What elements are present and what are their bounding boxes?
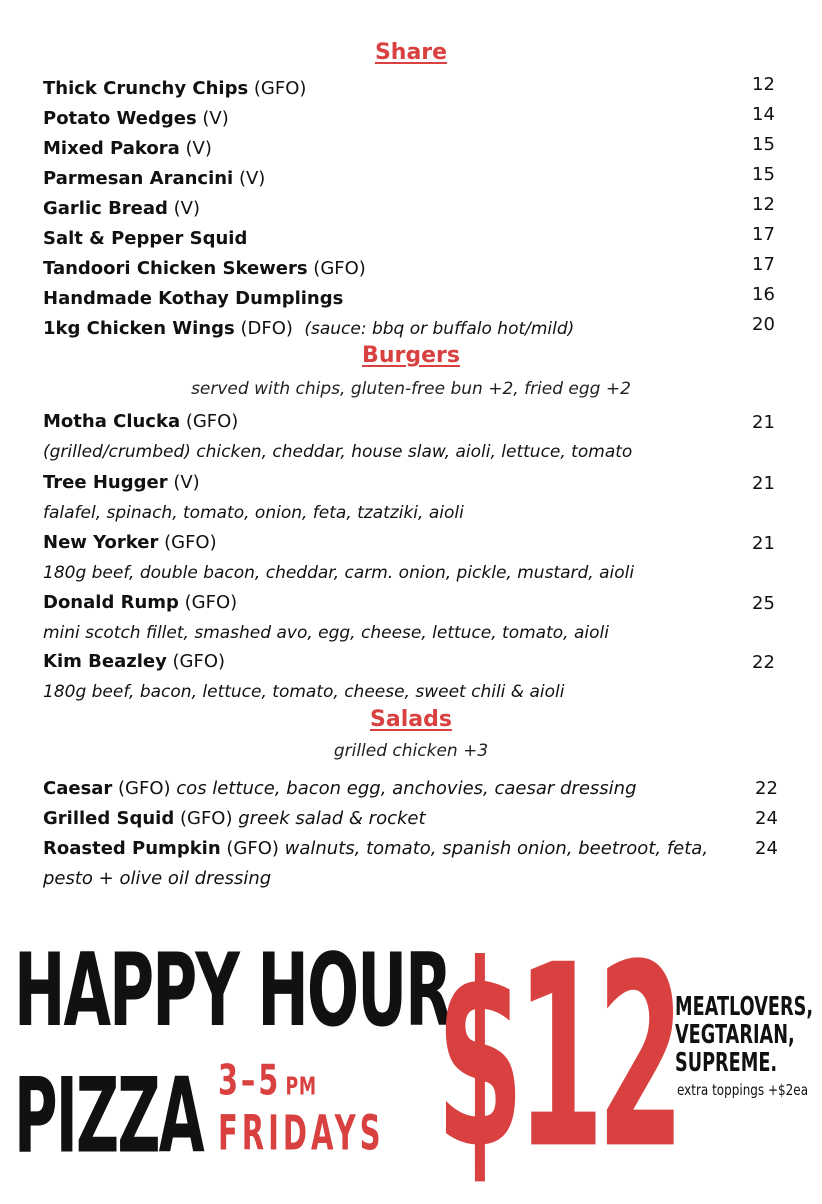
item-name: Kim Beazley	[43, 651, 167, 672]
share-heading: Share	[374, 40, 448, 65]
menu-item	[43, 778, 637, 799]
promo-headline-line2: PIZZA	[14, 1055, 203, 1177]
item-name: Motha Clucka	[43, 411, 181, 432]
item-tag: (V)	[167, 198, 201, 219]
item-price: 21	[752, 533, 775, 554]
item-tag: (V)	[233, 168, 266, 189]
item-price: 20	[752, 314, 775, 335]
item-name: Donald Rump	[43, 592, 179, 613]
menu-item	[43, 651, 225, 672]
promo-option: MEATLOVERS,	[675, 992, 814, 1022]
item-description: falafel, spinach, tomato, onion, feta, tzatziki, aioli	[43, 503, 464, 523]
item-name: Roasted Pumpkin	[43, 838, 221, 859]
item-tag: (GFO)	[220, 838, 285, 859]
item-name: Thick Crunchy Chips	[43, 78, 249, 99]
item-price: 17	[752, 254, 775, 275]
promo-option: SUPREME.	[675, 1048, 778, 1078]
menu-item	[43, 838, 708, 859]
item-price: 12	[752, 74, 775, 95]
item-tag: (GFO)	[166, 651, 226, 672]
item-price: 15	[752, 134, 775, 155]
menu-item	[43, 78, 306, 99]
menu-item	[43, 318, 574, 339]
item-price: 22	[752, 652, 775, 673]
menu-item	[43, 228, 247, 249]
promo-time	[218, 1056, 317, 1107]
menu-item	[43, 592, 237, 613]
item-price: 17	[752, 224, 775, 245]
happy-hour-banner	[0, 910, 822, 1204]
item-name: New Yorker	[43, 532, 159, 553]
burgers-heading: Burgers	[362, 343, 460, 368]
item-price: 22	[755, 778, 778, 799]
item-name: Salt & Pepper Squid	[43, 228, 248, 249]
item-tag: (GFO)	[174, 808, 239, 829]
menu-item	[43, 258, 366, 279]
item-description: greek salad & rocket	[238, 808, 426, 829]
item-name: Tandoori Chicken Skewers	[43, 258, 308, 279]
menu-item	[43, 411, 238, 432]
item-price: 21	[752, 473, 775, 494]
item-description: (sauce: bbq or buffalo hot/mild)	[304, 319, 575, 339]
item-description: 180g beef, double bacon, cheddar, carm. onion, pickle, mustard, aioli	[43, 563, 635, 583]
item-description: walnuts, tomato, spanish onion, beetroot, feta,	[284, 838, 709, 859]
item-name: Parmesan Arancini	[43, 168, 234, 189]
item-tag: (GFO)	[180, 411, 239, 432]
menu-item	[43, 808, 426, 829]
item-description: mini scotch fillet, smashed avo, egg, cheese, lettuce, tomato, aioli	[43, 623, 609, 643]
promo-headline-line1: HAPPY HOUR	[14, 931, 451, 1050]
item-price: 12	[752, 194, 775, 215]
menu-item	[43, 472, 200, 493]
item-name: 1kg Chicken Wings	[43, 318, 235, 339]
promo-time-suffix: PM	[285, 1071, 317, 1101]
item-description: 180g beef, bacon, lettuce, tomato, cheese, sweet chili & aioli	[43, 682, 565, 702]
item-name: Mixed Pakora	[43, 138, 180, 159]
item-tag: (V)	[167, 472, 200, 493]
menu-item	[43, 198, 200, 219]
menu-item	[43, 532, 217, 553]
item-tag: (V)	[196, 108, 229, 129]
item-name: Caesar	[43, 778, 113, 799]
item-price: 24	[755, 808, 778, 829]
item-price: 16	[752, 284, 775, 305]
salads-heading: Salads	[370, 707, 452, 732]
salads-subtitle: grilled chicken +3	[333, 741, 489, 761]
item-tag: (GFO)	[112, 778, 177, 799]
item-tag: (GFO)	[158, 532, 217, 553]
menu-item	[43, 168, 265, 189]
item-tag: (GFO)	[178, 592, 238, 613]
promo-time-range: 3–5	[218, 1056, 282, 1106]
item-tag: (V)	[179, 138, 212, 159]
menu-item	[43, 288, 343, 309]
item-tag: (GFO)	[248, 78, 307, 99]
item-name: Tree Hugger	[43, 472, 168, 493]
item-price: 14	[752, 104, 775, 125]
item-tag: (GFO)	[307, 258, 366, 279]
item-price: 21	[752, 412, 775, 433]
promo-day: FRIDAYS	[218, 1105, 385, 1162]
promo-extra-toppings: extra toppings +$2ea	[677, 1081, 809, 1099]
item-name: Handmade Kothay Dumplings	[43, 288, 344, 309]
item-description: cos lettuce, bacon egg, anchovies, caesar dressing	[176, 778, 637, 799]
item-description: pesto + olive oil dressing	[43, 868, 272, 889]
item-name: Potato Wedges	[43, 108, 197, 129]
item-tag: (DFO)	[234, 318, 305, 339]
item-name: Garlic Bread	[43, 198, 168, 219]
promo-option: VEGTARIAN,	[675, 1020, 795, 1050]
item-description: (grilled/crumbed) chicken, cheddar, house slaw, aioli, lettuce, tomato	[43, 442, 633, 462]
burgers-subtitle: served with chips, gluten-free bun +2, fried egg +2	[191, 379, 631, 399]
item-name: Grilled Squid	[43, 808, 175, 829]
menu-item	[43, 108, 229, 129]
item-price: 15	[752, 164, 775, 185]
item-price: 24	[755, 838, 778, 859]
menu-item	[43, 138, 212, 159]
promo-price: $12	[436, 910, 678, 1204]
item-price: 25	[752, 593, 775, 614]
